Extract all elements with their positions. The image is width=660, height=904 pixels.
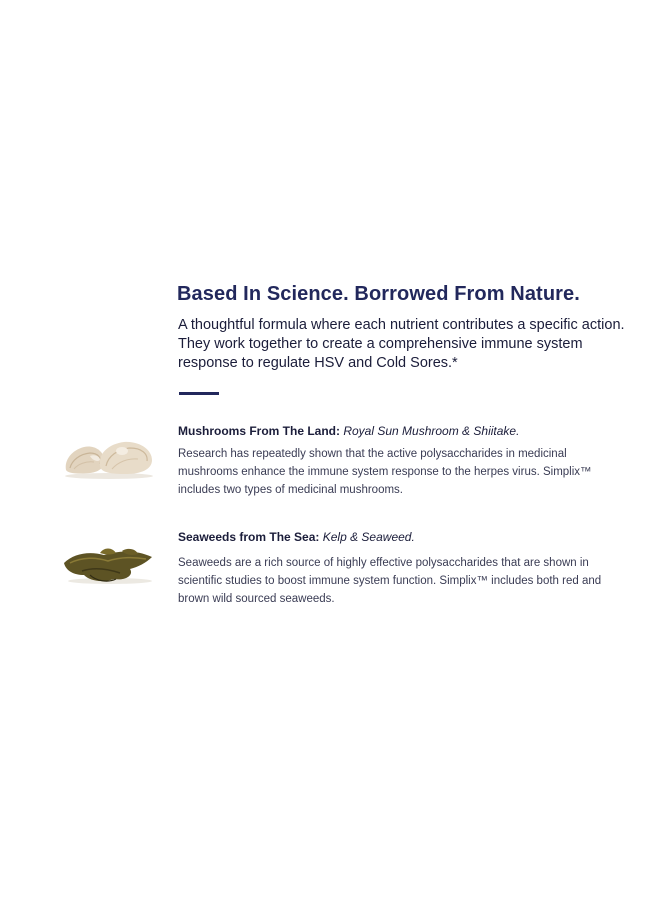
feature-body-mushrooms: Research has repeatedly shown that the active polysaccharides in medicinal mushrooms enhance the immune system response to the herpes virus. Simplix™ includes two types of medicinal mushrooms. [178, 448, 592, 496]
feature-body-seaweeds: Seaweeds are a rich source of highly effective polysaccharides that are shown in scientific studies to boost immune system function. Simplix™ includes both red and brown wild sourced seaweeds. [178, 557, 602, 605]
feature-title-mushrooms [178, 424, 519, 438]
feature-title-seaweeds [178, 530, 415, 544]
page-subtitle: A thoughtful formula where each nutrient contributes a specific action. They work together to create a comprehensive immune system response to regulate HSV and Cold Sores.* [178, 317, 625, 371]
feature-ingredients: Royal Sun Mushroom & Shiitake. [343, 424, 520, 438]
feature-name: Mushrooms From The Land: [178, 424, 340, 438]
section-divider [179, 392, 219, 395]
feature-name: Seaweeds from The Sea: [178, 530, 320, 544]
page-title: Based In Science. Borrowed From Nature. [177, 283, 580, 305]
mushroom-image [60, 436, 158, 480]
seaweed-image [60, 545, 158, 585]
feature-ingredients: Kelp & Seaweed. [322, 530, 415, 544]
